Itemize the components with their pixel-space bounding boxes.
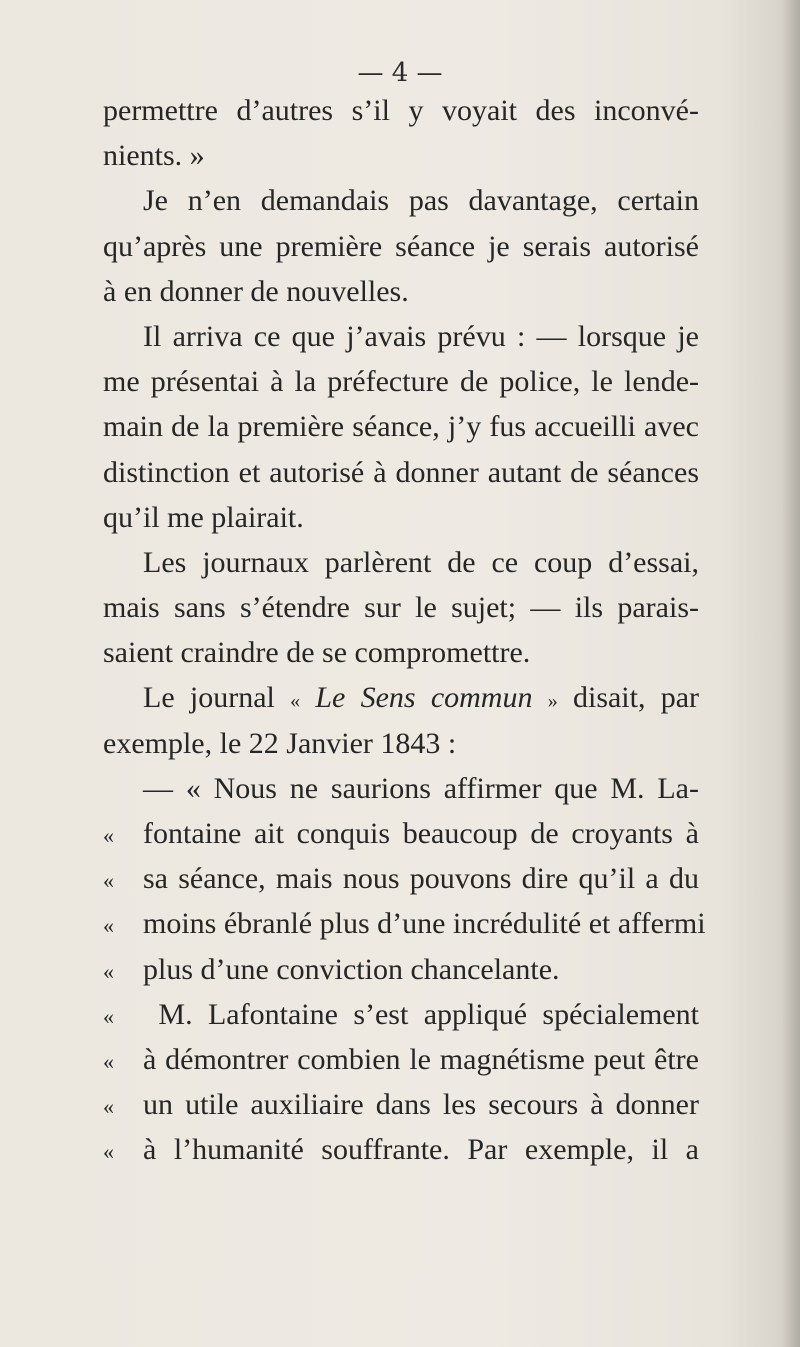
text-line: — « Nous ne saurions affirmer que M. La- xyxy=(143,771,699,805)
journal-line xyxy=(103,675,699,720)
quoted-text: sa séance, mais nous pouvons dire qu’il a du xyxy=(143,862,699,896)
quoted-line xyxy=(103,901,706,946)
quoted-line xyxy=(103,811,699,856)
journal-after: disait, par xyxy=(572,681,700,715)
open-quote: « xyxy=(290,690,301,713)
text-line: Il arriva ce que j’avais prévu : — lorsque je xyxy=(143,319,699,353)
quoted-line xyxy=(103,947,699,992)
quoted-text: à l’humanité souffrante. Par exemple, il a xyxy=(143,1133,699,1167)
quote-mark: « xyxy=(103,958,114,984)
quoted-text: plus d’une conviction chancelante. xyxy=(143,952,560,986)
quoted-line xyxy=(103,1127,699,1172)
text-line: Les journaux parlèrent de ce coup d’essai, xyxy=(143,545,699,579)
page-number: — 4 — xyxy=(357,58,443,88)
quoted-text: un utile auxiliaire dans les secours à donner xyxy=(143,1088,699,1122)
text-line: permettre d’autres s’il y voyait des inconvé- xyxy=(103,94,699,127)
text-line: me présentai à la préfecture de police, le lende- xyxy=(103,365,699,399)
quote-mark: « xyxy=(103,823,114,848)
quoted-text: fontaine ait conquis beaucoup de croyants à xyxy=(143,817,699,850)
text-line: saient craindre de se compromettre. xyxy=(103,636,531,670)
text-line: distinction et autorisé à donner autant de séances xyxy=(103,455,699,489)
page-edge-shadow xyxy=(782,0,800,1347)
quote-mark: « xyxy=(103,868,114,894)
close-quote: » xyxy=(547,690,558,713)
quote-mark: « xyxy=(103,1094,114,1120)
quote-mark: « xyxy=(103,1003,114,1029)
quoted-line xyxy=(103,1037,699,1082)
text-line: Je n’en demandais pas davantage, certain xyxy=(143,184,699,218)
text-line: mais sans s’étendre sur le sujet; — ils parais- xyxy=(103,591,699,625)
quote-mark: « xyxy=(103,1139,114,1165)
date-line: exemple, le 22 Janvier 1843 : xyxy=(103,726,457,760)
quoted-text: M. Lafontaine s’est appliqué spécialement xyxy=(158,997,699,1031)
quoted-text: à démontrer combien le magnétisme peut être xyxy=(143,1042,699,1076)
text-line: nients. » xyxy=(103,139,205,173)
quoted-text: moins ébranlé plus d’une incrédulité et affermi xyxy=(143,907,706,941)
journal-before: Le journal xyxy=(143,681,275,715)
journal-title: Le Sens commun xyxy=(315,681,533,715)
text-line: qu’il me plairait. xyxy=(103,500,304,534)
quoted-line xyxy=(103,856,699,901)
text-line: à en donner de nouvelles. xyxy=(103,274,409,308)
quote-mark: « xyxy=(103,1048,114,1074)
quote-mark: « xyxy=(103,913,114,939)
quoted-line xyxy=(103,1082,699,1127)
quoted-line xyxy=(103,992,699,1037)
text-line: main de la première séance, j’y fus accueilli avec xyxy=(103,410,699,444)
body-text xyxy=(103,88,706,1173)
text-line: qu’après une première séance je serais autorisé xyxy=(103,229,699,263)
